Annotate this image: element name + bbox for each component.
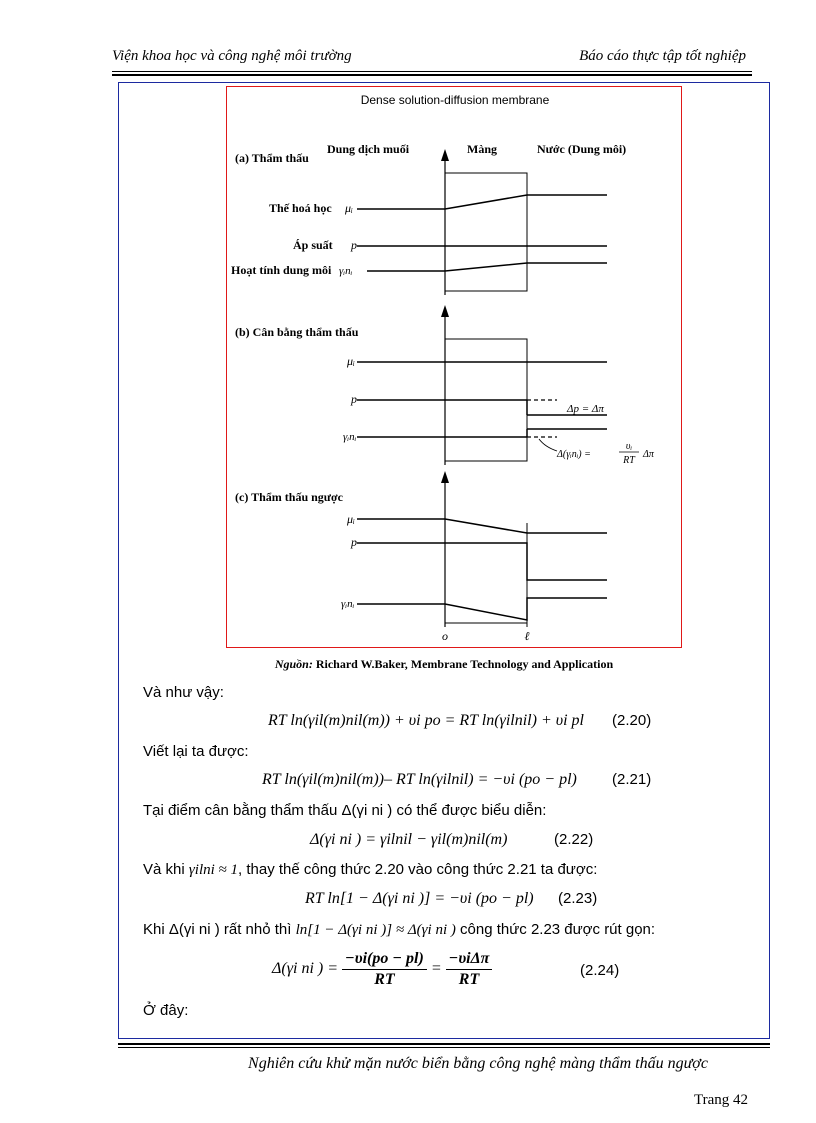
equation-2-21: RT ln(γil(m)nil(m))– RT ln(γilnil) = −υi (po − pl) xyxy=(262,771,577,788)
para-1: Và như vậy: xyxy=(143,684,224,701)
b-p-sym: p xyxy=(351,392,357,406)
c-gn-line xyxy=(357,598,607,620)
eq24-frac-1 xyxy=(342,950,427,989)
panel-b-axis-arrow xyxy=(441,305,449,317)
panel-a-membrane xyxy=(445,173,527,291)
b-annotation-pointer xyxy=(539,439,557,451)
header-rule xyxy=(112,71,752,72)
page-number: Trang 42 xyxy=(693,1092,748,1108)
figure-source xyxy=(118,657,770,672)
eq24-den-1: RT xyxy=(374,971,395,988)
eq24-num-2: −υiΔπ xyxy=(446,950,493,970)
equation-2-22: Δ(γi ni ) = γilnil − γil(m)nil(m) xyxy=(310,831,508,848)
a-chem-sym: μᵢ xyxy=(345,201,353,215)
para-4 xyxy=(143,861,597,879)
equation-2-23: RT ln[1 − Δ(γi ni )] = −υi (po − pl) xyxy=(305,890,534,907)
header-rule-thick xyxy=(112,74,752,76)
eq24-equals: = xyxy=(430,960,442,978)
b-annotation-dp: Δp = Δπ xyxy=(567,403,604,415)
b-mu-sym: μᵢ xyxy=(347,354,355,368)
eq-no-2-20: (2.20) xyxy=(612,712,652,729)
c-x0-label: o xyxy=(442,629,448,643)
figure-title: Dense solution-diffusion membrane xyxy=(360,93,550,107)
eq-no-2-24: (2.24) xyxy=(580,962,620,979)
c-mu-line xyxy=(357,519,607,533)
membrane-diagram xyxy=(227,87,683,649)
equation-2-24 xyxy=(272,950,492,989)
para-2: Viết lại ta được: xyxy=(143,743,249,760)
eq24-den-2: RT xyxy=(458,971,480,988)
para-5-math: ln[1 − Δ(γi ni )] ≈ Δ(γi ni ) xyxy=(295,922,456,938)
header-right: Báo cáo thực tập tốt nghiệp xyxy=(579,48,746,64)
c-gn-sym: γᵢnᵢ xyxy=(341,598,355,610)
para-4-b: , thay thế công thức 2.20 vào công thức 2.21 ta được: xyxy=(238,861,598,878)
eq-no-2-22: (2.22) xyxy=(554,831,594,848)
eq24-frac-2 xyxy=(446,950,493,989)
membrane-figure xyxy=(226,86,682,648)
col-feed: Dung dịch muối xyxy=(327,142,410,156)
para-3: Tại điểm cân bằng thẩm thấu Δ(γi ni ) có thể được biểu diễn: xyxy=(143,802,547,819)
panel-b-label: (b) Cân bằng thẩm thấu xyxy=(235,325,359,339)
footer-title: Nghiên cứu khử mặn nước biển bằng công nghệ màng thẩm thấu ngược xyxy=(248,1055,708,1072)
a-press-sym: p xyxy=(351,238,357,252)
col-water: Nước (Dung môi) xyxy=(537,142,627,156)
c-mu-sym: μᵢ xyxy=(347,512,355,526)
para-5 xyxy=(143,921,655,939)
a-chem-label: Thế hoá học xyxy=(269,201,332,215)
para-6: Ở đây: xyxy=(143,1002,189,1019)
b-annotation-dgn: Δ(γᵢnᵢ) = xyxy=(557,449,591,460)
footer-rule-thick xyxy=(118,1043,770,1045)
b-gn-sym: γᵢnᵢ xyxy=(343,431,357,443)
a-press-label: Áp suất xyxy=(293,238,333,252)
a-chem-line xyxy=(357,195,607,209)
source-prefix: Nguồn: xyxy=(274,657,313,671)
c-p-line xyxy=(357,543,607,580)
panel-c-axis-arrow xyxy=(441,471,449,483)
panel-a-label: (a) Thẩm thấu xyxy=(235,151,309,165)
a-act-label: Hoạt tính dung môi xyxy=(231,263,332,277)
a-act-sym: γᵢnᵢ xyxy=(339,265,353,277)
panel-c-label: (c) Thẩm thấu ngược xyxy=(235,490,343,504)
header-left: Viện khoa học và công nghệ môi trường xyxy=(112,48,352,64)
equation-2-20: RT ln(γil(m)nil(m)) + υi po = RT ln(γilnil) + υi pl xyxy=(268,712,584,729)
para-4-a: Và khi xyxy=(143,861,189,878)
eq-no-2-23: (2.23) xyxy=(558,890,598,907)
eq24-num-1: −υi(po − pl) xyxy=(342,950,427,970)
b-ann-dpi: Δπ xyxy=(643,449,654,460)
b-ann-den: RT xyxy=(623,455,635,466)
eq24-lhs: Δ(γi ni ) = xyxy=(272,960,339,978)
para-5-b: công thức 2.23 được rút gọn: xyxy=(455,921,656,938)
b-ann-num: υᵢ xyxy=(625,441,633,452)
c-xl-label: ℓ xyxy=(524,629,530,643)
footer-rule xyxy=(118,1047,770,1048)
para-5-a: Khi Δ(γi ni ) rất nhỏ thì xyxy=(143,921,296,938)
panel-a-axis-arrow xyxy=(441,149,449,161)
source-text: Richard W.Baker, Membrane Technology and Application xyxy=(315,657,614,671)
para-4-math: γilni ≈ 1 xyxy=(188,862,239,878)
c-p-sym: p xyxy=(351,535,357,549)
eq-no-2-21: (2.21) xyxy=(612,771,652,788)
col-membrane: Màng xyxy=(467,142,497,156)
a-act-line xyxy=(367,263,607,271)
